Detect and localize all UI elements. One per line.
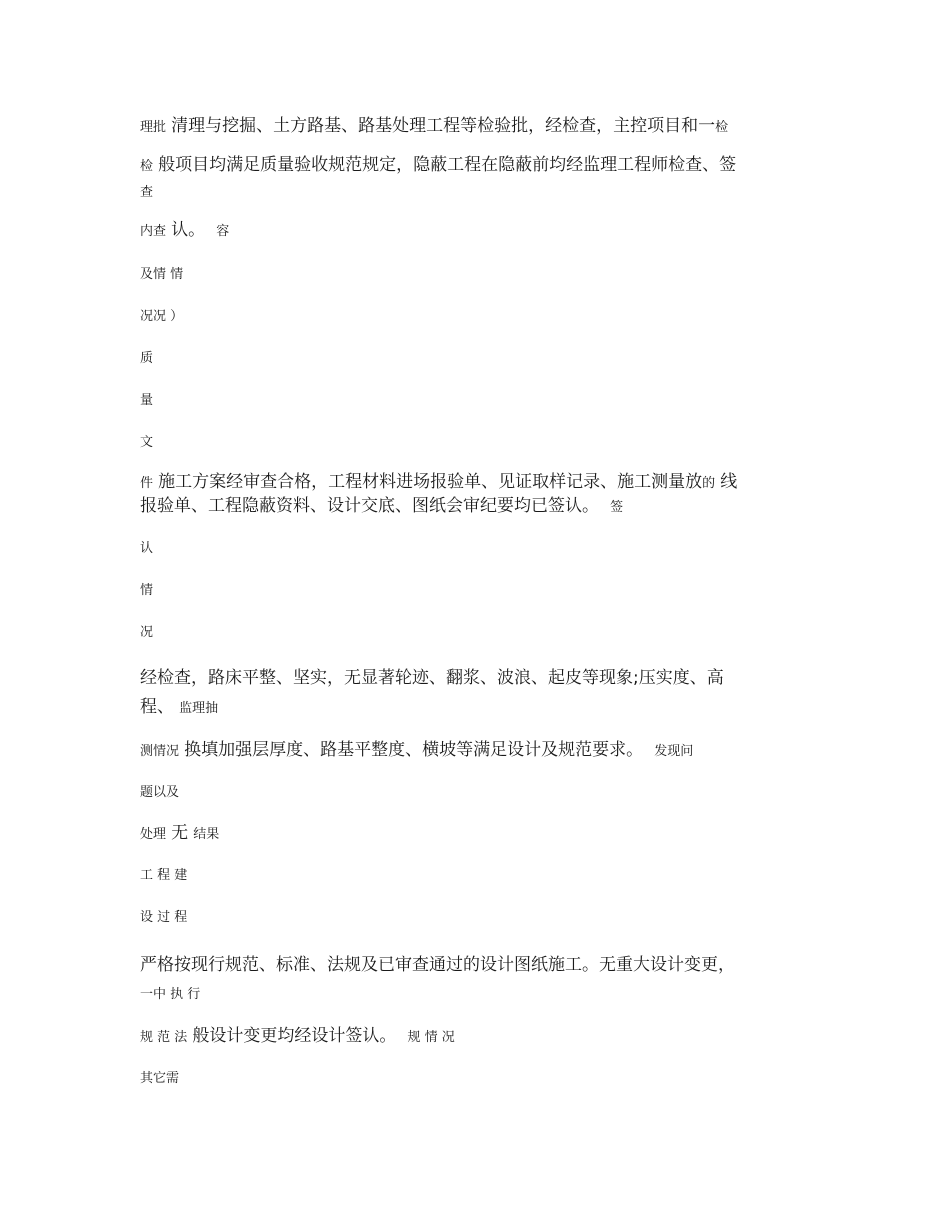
fragment: 无 bbox=[171, 823, 189, 843]
line-1 bbox=[140, 118, 728, 135]
line-13: 情 bbox=[140, 583, 154, 598]
line-12: 认 bbox=[140, 541, 154, 556]
fragment: 签 bbox=[610, 500, 624, 515]
fragment: 处理 bbox=[140, 827, 167, 842]
fragment: 查 bbox=[140, 185, 154, 200]
line-15: 经检查，路床平整、坚实，无显著轮迹、翻浆、波浪、起皮等现象;压实度、高 bbox=[140, 668, 724, 688]
fragment: 理批 bbox=[140, 120, 167, 135]
line-20: 工 程 建 bbox=[140, 868, 188, 883]
fragment: 监理抽 bbox=[179, 701, 219, 716]
fragment: 般设计变更均经设计签认。 bbox=[192, 1026, 397, 1046]
fragment: 般项目均满足质量验收规范规定，隐蔽工程在隐蔽前均经监理工程师检查、签 bbox=[158, 155, 737, 175]
fragment: 认。 bbox=[171, 220, 206, 240]
line-10 bbox=[140, 474, 737, 491]
fragment: 测情况 bbox=[140, 744, 180, 759]
fragment: 件 bbox=[140, 476, 154, 491]
line-23: 一中 执 行 bbox=[140, 987, 201, 1002]
line-19 bbox=[140, 825, 219, 842]
line-21: 设 过 程 bbox=[140, 910, 188, 925]
line-24 bbox=[140, 1028, 455, 1045]
line-7: 质 bbox=[140, 351, 154, 366]
line-18: 题以及 bbox=[140, 785, 180, 800]
fragment: 换填加强层厚度、路基平整度、横坡等满足设计及规范要求。 bbox=[184, 740, 644, 760]
line-16 bbox=[140, 699, 218, 716]
fragment: 程、 bbox=[140, 697, 174, 717]
line-6: 况况 ） bbox=[140, 309, 184, 324]
fragment: 清理与挖掘、土方路基、路基处理工程等检验批，经检查，主控项目和一 bbox=[171, 116, 716, 136]
fragment: 线 bbox=[720, 472, 738, 492]
line-14: 况 bbox=[140, 625, 154, 640]
line-17 bbox=[140, 742, 693, 759]
line-5: 及情 情 bbox=[140, 267, 184, 282]
fragment: 报验单、工程隐蔽资料、设计交底、图纸会审纪要均已签认。 bbox=[140, 496, 599, 516]
fragment: 内查 bbox=[140, 224, 167, 239]
fragment: 检 bbox=[715, 120, 729, 135]
fragment: 的 bbox=[702, 476, 716, 491]
fragment: 规 情 况 bbox=[407, 1030, 455, 1045]
fragment: 发现问 bbox=[654, 744, 694, 759]
line-8: 量 bbox=[140, 393, 154, 408]
fragment: 规 范 法 bbox=[140, 1030, 188, 1045]
line-22: 严格按现行规范、标准、法规及已审查通过的设计图纸施工。无重大设计变更， bbox=[140, 955, 735, 975]
line-11 bbox=[140, 498, 623, 515]
fragment: 检 bbox=[140, 159, 154, 174]
line-9: 文 bbox=[140, 435, 154, 450]
fragment: 施工方案经审查合格，工程材料进场报验单、见证取样记录、施工测量放 bbox=[158, 472, 703, 492]
line-3 bbox=[140, 183, 153, 199]
fragment: 容 bbox=[216, 224, 230, 239]
line-25: 其它需 bbox=[140, 1071, 180, 1086]
fragment: 结果 bbox=[193, 827, 220, 842]
line-2 bbox=[140, 157, 736, 174]
line-4 bbox=[140, 222, 229, 239]
